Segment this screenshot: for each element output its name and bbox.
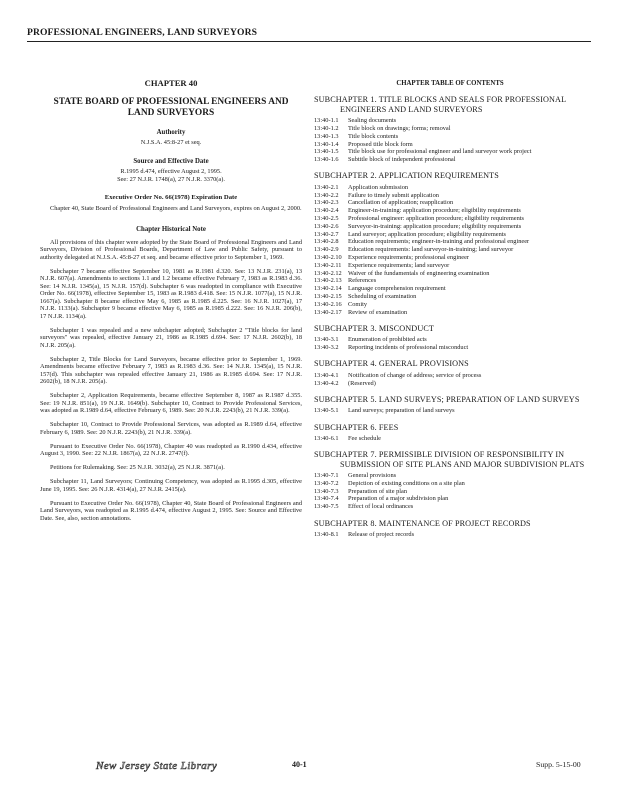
section-title: Reporting incidents of professional misconduct xyxy=(348,344,469,352)
section-title: Language comprehension requirement xyxy=(348,285,446,293)
section-number: 13:40-2.2 xyxy=(314,191,339,199)
section-number: 13:40-2.11 xyxy=(314,261,342,269)
section-number: 13:40-4.1 xyxy=(314,371,339,379)
section-number: 13:40-1.2 xyxy=(314,124,339,132)
section-number: 13:40-7.5 xyxy=(314,503,339,511)
section-title: Effect of local ordinances xyxy=(348,503,414,511)
section-number: 13:40-3.2 xyxy=(314,344,339,352)
toc-entry xyxy=(314,293,586,300)
toc-entry xyxy=(314,480,586,487)
toc-entry xyxy=(314,184,586,191)
running-head: PROFESSIONAL ENGINEERS, LAND SURVEYORS xyxy=(27,27,591,42)
toc-heading: CHAPTER TABLE OF CONTENTS xyxy=(396,80,504,87)
toc-entry xyxy=(314,156,586,163)
toc-entry xyxy=(314,148,586,155)
section-number: 13:40-3.1 xyxy=(314,336,339,344)
section-number: 13:40-2.9 xyxy=(314,246,339,254)
toc-entry xyxy=(314,472,586,479)
section-number: 13:40-1.6 xyxy=(314,156,339,164)
section-number: 13:40-8.1 xyxy=(314,530,339,538)
section-title: Scheduling of examination xyxy=(348,292,417,300)
section-number: 13:40-4.2 xyxy=(314,379,339,387)
subchapter-heading: SUBCHAPTER 7. PERMISSIBLE DIVISION OF RESPONSIBILITY IN SUBMISSION OF SITE PLANS AND MAJOR SUBDIVISION PLATS xyxy=(314,450,585,469)
section-number: 13:40-2.4 xyxy=(314,207,339,215)
section-title: Education requirements; engineer-in-training and professional engineer xyxy=(348,238,530,246)
section-title: Land surveyor; application procedure; eligibility requirements xyxy=(348,230,507,238)
history-paragraph: Pursuant to Executive Order No. 66(1978), Chapter 40 was readopted as R.1990 d.434, effective August 3, 1990. See: 22 N.J.R. 1867(a), 22 N.J.R. 2747(f). xyxy=(40,442,302,457)
section-title: Notification of change of address; service of process xyxy=(348,371,482,379)
section-title: Experience requirements; land surveyor xyxy=(348,261,450,269)
toc-entry xyxy=(314,344,586,351)
eo-heading: Executive Order No. 66(1978) Expiration Date xyxy=(104,194,238,201)
section-number: 13:40-2.8 xyxy=(314,238,339,246)
subchapter-heading: SUBCHAPTER 6. FEES xyxy=(314,422,399,432)
supplement-date: Supp. 5-15-00 xyxy=(536,760,581,769)
section-number: 13:40-2.14 xyxy=(314,285,342,293)
section-number: 13:40-1.1 xyxy=(314,117,339,125)
section-title: Education requirements: land surveyor-in-training; land surveyor xyxy=(348,246,514,254)
history-heading: Chapter Historical Note xyxy=(136,226,206,233)
toc-entry xyxy=(314,488,586,495)
toc-entry xyxy=(314,215,586,222)
section-title: Review of examination xyxy=(348,308,408,316)
toc-entry xyxy=(314,372,586,379)
source-text-1: R.1995 d.474, effective August 2, 1995. xyxy=(120,168,222,175)
toc-entry xyxy=(314,301,586,308)
section-title: Land surveys; preparation of land surveys xyxy=(348,407,455,415)
toc-entry xyxy=(314,207,586,214)
toc-entry xyxy=(314,246,586,253)
section-title: Title block contents xyxy=(348,132,399,140)
toc-entry xyxy=(314,141,586,148)
section-number: 13:40-2.15 xyxy=(314,292,342,300)
section-number: 13:40-1.3 xyxy=(314,132,339,140)
section-number: 13:40-2.12 xyxy=(314,269,342,277)
subchapter-heading: SUBCHAPTER 8. MAINTENANCE OF PROJECT RECORDS xyxy=(314,518,531,528)
history-notes xyxy=(40,239,302,523)
section-number: 13:40-2.5 xyxy=(314,214,339,222)
subchapter-heading: SUBCHAPTER 1. TITLE BLOCKS AND SEALS FOR PROFESSIONAL ENGINEERS AND LAND SURVEYORS xyxy=(314,95,566,114)
history-paragraph: Subchapter 2, Application Requirements, became effective September 8, 1987 as R.1987 d.355. See: 19 N.J.R. 851(a), 19 N.J.R. 1649(b). Subchapter 10, Contract to Provide Professional Services, was adopted as R.1989 d.64, effective February 6, 1989. See: 20 N.J.R. 2243(b), 21 N.J.R. 339(a). xyxy=(40,392,302,414)
toc-entry xyxy=(314,407,586,414)
toc-entry xyxy=(314,254,586,261)
toc-entry xyxy=(314,262,586,269)
toc-entry xyxy=(314,435,586,442)
toc-entry xyxy=(314,270,586,277)
source-heading: Source and Effective Date xyxy=(133,157,209,165)
subchapter-heading: SUBCHAPTER 5. LAND SURVEYS; PREPARATION OF LAND SURVEYS xyxy=(314,394,580,404)
section-title: Professional engineer: application procedure; eligibility requirements xyxy=(348,214,524,222)
section-number: 13:40-5.1 xyxy=(314,407,339,415)
section-number: 13:40-2.13 xyxy=(314,277,342,285)
section-title: Failure to timely submit application xyxy=(348,191,439,199)
section-number: 13:40-1.5 xyxy=(314,148,339,156)
history-paragraph: Subchapter 1 was repealed and a new subchapter adopted; Subchapter 2 "Title blocks for land surveyors" was repealed, effective January 21, 1986 as R.1985 d.694. See: 17 N.J.R. 2602(b), 18 N.J.R. 205(a). xyxy=(40,326,302,349)
section-number: 13:40-2.7 xyxy=(314,230,339,238)
section-title: Depiction of existing conditions on a site plan xyxy=(348,479,465,487)
toc-entry xyxy=(314,192,586,199)
table-of-contents xyxy=(314,95,586,538)
toc-entry xyxy=(314,285,586,292)
history-paragraph: Subchapter 2, Title Blocks for Land Surveyors, became effective prior to September 1, 1969. Amendments became effective February 7, 1983 as R.1983 d.36. See: 14 N.J.R. 1345(a), 15 N.J.R. 157(d). This subchapter was repealed effective January 21, 1986 as R.1985 d.694. See: 17 N.J.R. 2602(b), 18 N.J.R. 205(a). xyxy=(40,355,302,385)
chapter-number: CHAPTER 40 xyxy=(144,78,198,88)
section-title: Experience requirements; professional engineer xyxy=(348,253,470,261)
source-text-2: See: 27 N.J.R. 1748(a), 27 N.J.R. 3370(a). xyxy=(117,175,225,183)
section-title: Comity xyxy=(348,300,368,308)
subchapter-heading: SUBCHAPTER 2. APPLICATION REQUIREMENTS xyxy=(314,171,499,181)
section-title: Enumeration of prohibited acts xyxy=(348,336,427,344)
section-number: 13:40-2.6 xyxy=(314,222,339,230)
section-title: Fee schedule xyxy=(348,434,381,442)
section-title: Subtitle block of independent professional xyxy=(348,156,456,164)
chapter-title: STATE BOARD OF PROFESSIONAL ENGINEERS AND LAND SURVEYORS xyxy=(53,96,289,118)
subchapter-heading: SUBCHAPTER 3. MISCONDUCT xyxy=(314,323,434,333)
history-paragraph: Subchapter 11, Land Surveyors; Continuing Competency, was adopted as R.1995 d.305, effective June 19, 1995. See: 26 N.J.R. 4314(a), 27 N.J.R. 2415(a). xyxy=(40,478,302,493)
section-number: 13:40-2.10 xyxy=(314,253,342,261)
history-paragraph: Petitions for Rulemaking. See: 25 N.J.R. 3032(a), 25 N.J.R. 3871(a). xyxy=(50,464,225,471)
section-number: 13:40-7.3 xyxy=(314,487,339,495)
subchapter-heading: SUBCHAPTER 4. GENERAL PROVISIONS xyxy=(314,359,469,369)
toc-entry xyxy=(314,231,586,238)
section-number: 13:40-1.4 xyxy=(314,140,339,148)
history-paragraph: Subchapter 7 became effective September 10, 1981 as R.1981 d.320. See: 13 N.J.R. 231(a), 13 N.J.R. 607(a). Amendments to sections 1.1 and 1.2 became effective February 7, 1983 as R.1983 d.36. See: 14 N.J.R. 1345(a), 15 N.J.R. 157(d). Subchapter 6 was readopted in compliance with Executive Order No. 66(1978), effective September 15, 1983 as R.1983 d.418. See: 15 N.J.R. 1077(a), 15 N.J.R. 1667(a). Subchapter 8 became effective May 6, 1985 as R.1985 d.225. See: 16 N.J.R. 1027(a), 17 N.J.R. 1133(a). Subchapter 9 became effective May 6, 1985 as R.1985 d.222. See: 16 N.J.R. 206(b), 17 N.J.R. 1134(a). xyxy=(40,267,302,320)
section-number: 13:40-2.1 xyxy=(314,183,339,191)
section-title: Surveyor-in-training: application procedure; eligibility requirements xyxy=(348,222,522,230)
toc-entry xyxy=(314,238,586,245)
toc-entry xyxy=(314,133,586,140)
page-number: 40-1 xyxy=(292,760,307,769)
history-paragraph: All provisions of this chapter were adopted by the State Board of Professional Engineers and Land Surveyors, Division of Professional Boards, Department of Law and Public Safety, pursuant to authority delegated at N.J.S.A. 45:8-27 et seq. and became effective prior to September 1, 1969. xyxy=(40,238,302,261)
library-stamp: New Jersey State Library xyxy=(96,760,218,772)
toc-entry xyxy=(314,380,586,387)
history-paragraph: Subchapter 10, Contract to Provide Professional Services, was adopted as R.1989 d.64, effective February 6, 1989. See: 20 N.J.R. 2243(b), 21 N.J.R. 339(a). xyxy=(40,421,302,436)
toc-entry xyxy=(314,503,586,510)
section-number: 13:40-2.17 xyxy=(314,308,342,316)
section-title: References xyxy=(348,277,377,285)
section-number: 13:40-2.3 xyxy=(314,199,339,207)
toc-entry xyxy=(314,199,586,206)
history-paragraph: Pursuant to Executive Order No. 66(1978), Chapter 40, State Board of Professional Engineers and Land Surveyors, was readopted as R.1995 d.474, effective August 2, 1995. See: Source and Effective Date. See, also, section annotations. xyxy=(40,499,302,522)
section-number: 13:40-6.1 xyxy=(314,434,339,442)
section-title: Title block on drawings; forms; removal xyxy=(348,124,451,132)
toc-entry xyxy=(314,223,586,230)
section-title: Waiver of the fundamentals of engineering examination xyxy=(348,269,490,277)
toc-entry xyxy=(314,277,586,284)
toc-entry xyxy=(314,531,586,538)
eo-text: Chapter 40, State Board of Professional Engineers and Land Surveyors, expires on August 2, 2000. xyxy=(50,204,302,212)
section-number: 13:40-7.1 xyxy=(314,472,339,480)
section-title: Release of project records xyxy=(348,530,415,538)
toc-entry xyxy=(314,117,586,124)
section-title: Title block use for professional engineer and land surveyor work project xyxy=(348,148,532,156)
section-title: Sealing documents xyxy=(348,117,397,125)
authority-text: N.J.S.A. 45:8-27 et seq. xyxy=(140,139,202,146)
section-title: Proposed title block form xyxy=(348,140,413,148)
section-number: 13:40-2.16 xyxy=(314,300,342,308)
section-title: General provisions xyxy=(348,472,397,480)
section-title: Application submission xyxy=(348,183,409,191)
left-column xyxy=(40,80,302,529)
section-number: 13:40-7.4 xyxy=(314,495,339,503)
section-title: Preparation of a major subdivision plan xyxy=(348,495,449,503)
section-title: (Reserved) xyxy=(348,379,376,387)
section-title: Engineer-in-training: application procedure; eligibility requirements xyxy=(348,207,521,215)
right-column xyxy=(314,80,586,539)
authority-heading: Authority xyxy=(156,128,186,136)
section-title: Preparation of site plan xyxy=(348,487,408,495)
toc-entry xyxy=(314,125,586,132)
section-title: Cancellation of application; reapplication xyxy=(348,199,454,207)
toc-entry xyxy=(314,309,586,316)
toc-entry xyxy=(314,336,586,343)
section-number: 13:40-7.2 xyxy=(314,479,339,487)
toc-entry xyxy=(314,495,586,502)
